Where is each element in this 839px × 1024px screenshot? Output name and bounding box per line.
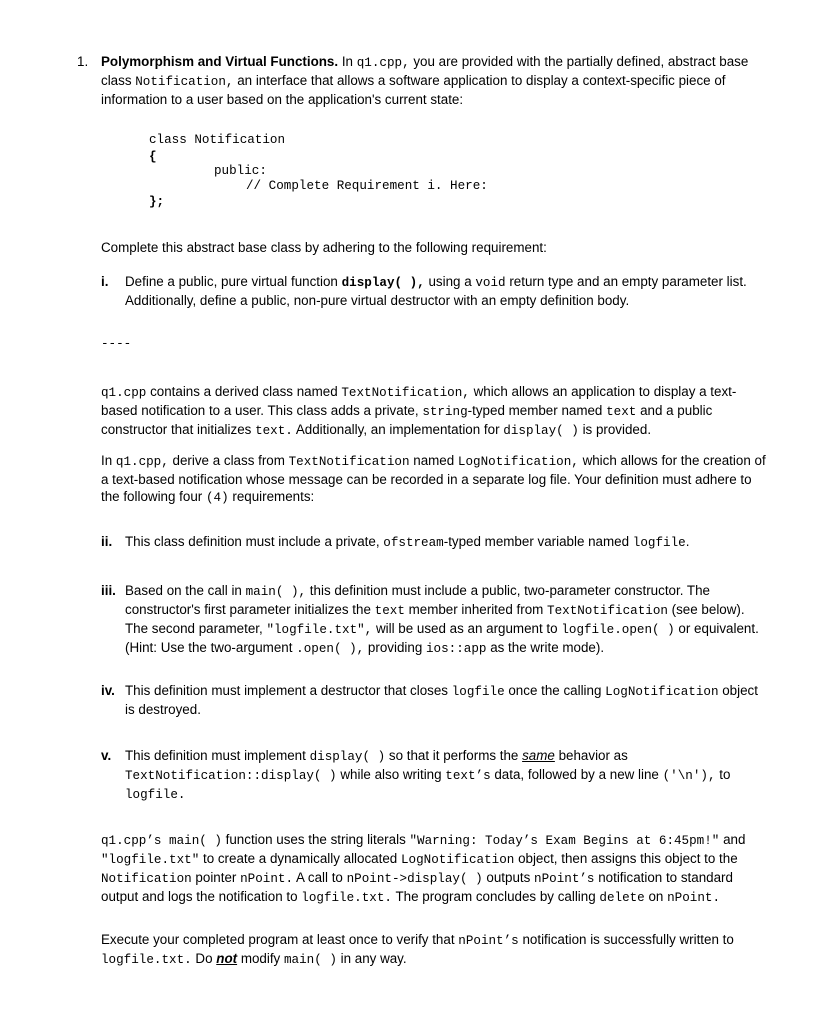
code-term: q1.cpp,: [115, 455, 169, 469]
para-text: in any way.: [336, 951, 407, 966]
para-text: notification to standard output and logs the notification to: [101, 870, 733, 904]
para-text: Do: [191, 951, 217, 966]
para-text: contains a derived class named: [146, 384, 342, 399]
code-term: LogNotification,: [457, 455, 579, 469]
complete-instruction: Complete this abstract base class by adhering to the following requirement:: [101, 240, 547, 255]
req-text: this definition must include a public, two-parameter constructor. The constructor's first parameter initializes the: [125, 583, 710, 617]
code-term: LogNotification: [605, 685, 719, 699]
code-term: main( ),: [245, 585, 307, 599]
code-term: logfile.txt.: [101, 953, 192, 967]
code-term: text: [374, 604, 405, 618]
req-iv-text: [125, 682, 770, 718]
req-text: data, followed by a new line: [490, 767, 663, 782]
question-number: 1.: [77, 54, 89, 69]
intro-text: an interface that allows a software application to display a context-specific piece of information to a user based on the application's current state:: [101, 73, 726, 107]
code-term: ios::app: [426, 642, 487, 656]
req-text: -typed member variable named: [443, 534, 633, 549]
code-term: q1.cpp: [101, 386, 147, 400]
code-line-4: // Complete Requirement i. Here:: [246, 179, 488, 193]
para-text: modify: [237, 951, 284, 966]
para-text: Additionally, an implementation for: [292, 422, 504, 437]
code-term: logfile: [451, 685, 505, 699]
code-term: .open( ),: [296, 642, 365, 656]
code-term: main( ): [283, 953, 337, 967]
req-text: once the calling: [504, 683, 606, 698]
req-v-text: [125, 747, 770, 804]
req-i-label: i.: [101, 274, 109, 289]
intro-text: In: [338, 54, 357, 69]
code-term: display( ): [503, 424, 579, 438]
para-main-function: [101, 831, 771, 907]
question-intro: [101, 53, 771, 108]
intro-text: you are provided with the partially defined, abstract base class: [101, 54, 749, 88]
code-term: text: [606, 405, 637, 419]
req-iv-label: iv.: [101, 683, 115, 698]
code-term: q1.cpp’s main( ): [101, 834, 222, 848]
code-term: logfile.txt.: [301, 891, 392, 905]
code-line-1: class Notification: [149, 133, 286, 147]
para-text: to create a dynamically allocated: [199, 851, 401, 866]
code-term: TextNotification: [547, 604, 668, 618]
code-term: delete: [599, 891, 645, 905]
req-text: to: [715, 767, 731, 782]
para-text: is provided.: [578, 422, 652, 437]
code-term: Notification: [101, 872, 192, 886]
para-text: and a public constructor that initializes: [101, 403, 713, 437]
req-text: object is destroyed.: [125, 683, 758, 717]
code-term: logfile: [632, 536, 686, 550]
req-text: This definition must implement: [125, 748, 310, 763]
para-derived-class: [101, 383, 771, 440]
req-ii-label: ii.: [101, 534, 113, 549]
req-text: return type and an empty parameter list. Additionally, define a public, non-pure virtual destructor with an empty definition body.: [125, 274, 747, 308]
para-text: on: [644, 889, 668, 904]
req-v-label: v.: [101, 748, 112, 763]
separator: ----: [101, 337, 132, 351]
code-term: (4): [205, 491, 229, 505]
para-text: pointer: [191, 870, 241, 885]
code-term: ofstream: [383, 536, 444, 550]
code-line-3: public:: [214, 164, 267, 178]
req-text: member inherited from: [404, 602, 548, 617]
req-text: as the write mode).: [486, 640, 605, 655]
emphasis-not: not: [216, 951, 238, 966]
para-log-notification: [101, 452, 771, 507]
code-line-5: };: [149, 195, 165, 209]
code-term: "logfile.txt": [101, 853, 200, 867]
para-text: -typed member named: [467, 403, 607, 418]
req-text: while also writing: [336, 767, 446, 782]
code-term: string: [422, 405, 468, 419]
para-text: Execute your completed program at least once to verify that: [101, 932, 459, 947]
question-title: Polymorphism and Virtual Functions.: [101, 54, 339, 69]
para-text: In: [101, 453, 116, 468]
code-term: text.: [255, 424, 293, 438]
req-text: providing: [364, 640, 426, 655]
code-term: q1.cpp,: [356, 56, 410, 70]
req-text: using a: [424, 274, 476, 289]
code-term: TextNotification::display( ): [125, 769, 337, 783]
code-term: logfile.: [125, 788, 186, 802]
para-text: object, then assigns this object to the: [514, 851, 738, 866]
code-term: display( ),: [341, 276, 425, 290]
req-text: (see below). The second parameter,: [125, 602, 745, 636]
req-ii-text: [125, 533, 770, 552]
code-line-2: {: [149, 150, 157, 164]
code-term: nPoint’s: [534, 872, 595, 886]
code-term: "logfile.txt",: [266, 623, 373, 637]
code-term: LogNotification: [400, 853, 515, 867]
req-iii-label: iii.: [101, 583, 116, 598]
code-term: nPoint.: [240, 872, 293, 886]
code-term: display( ): [309, 750, 386, 764]
req-iii-text: [125, 582, 770, 658]
req-i-text: [125, 273, 770, 309]
req-text: Define a public, pure virtual function: [125, 274, 342, 289]
para-text: function uses the string literals: [221, 832, 410, 847]
code-term: logfile.open( ): [561, 623, 675, 637]
para-text: which allows an application to display a text-based notification to a user. This class adds a private,: [101, 384, 737, 418]
code-term: Notification,: [135, 75, 234, 89]
para-text: outputs: [482, 870, 535, 885]
para-text: derive a class from: [168, 453, 289, 468]
code-term: TextNotification: [288, 455, 410, 469]
para-text: named: [409, 453, 458, 468]
code-term: nPoint->display( ): [346, 872, 483, 886]
para-text: notification is successfully written to: [518, 932, 734, 947]
code-term: TextNotification,: [341, 386, 470, 400]
req-text: behavior as: [554, 748, 628, 763]
req-text: so that it performs the: [385, 748, 523, 763]
req-text: will be used as an argument to: [372, 621, 562, 636]
emphasis-same: same: [522, 748, 555, 763]
code-term: "Warning: Today’s Exam Begins at 6:45pm!": [409, 834, 720, 848]
code-term: text’s: [445, 769, 491, 783]
para-text: and: [719, 832, 746, 847]
para-text: A call to: [293, 870, 347, 885]
para-text: which allows for the creation of a text-based notification whose message can be recorded in a separate log file. Your definition must adhere to the following four: [101, 453, 766, 504]
code-term: nPoint.: [667, 891, 720, 905]
code-term: nPoint’s: [458, 934, 519, 948]
para-execute: [101, 931, 771, 969]
code-term: void: [475, 276, 506, 290]
req-text: Based on the call in: [125, 583, 246, 598]
req-text: This definition must implement a destructor that closes: [125, 683, 452, 698]
req-text: .: [685, 534, 690, 549]
para-text: The program concludes by calling: [391, 889, 600, 904]
req-text: This class definition must include a private,: [125, 534, 384, 549]
code-term: ('\n'),: [662, 769, 716, 783]
req-text: or equivalent. (Hint: Use the two-argument: [125, 621, 759, 655]
para-text: requirements:: [228, 489, 315, 504]
